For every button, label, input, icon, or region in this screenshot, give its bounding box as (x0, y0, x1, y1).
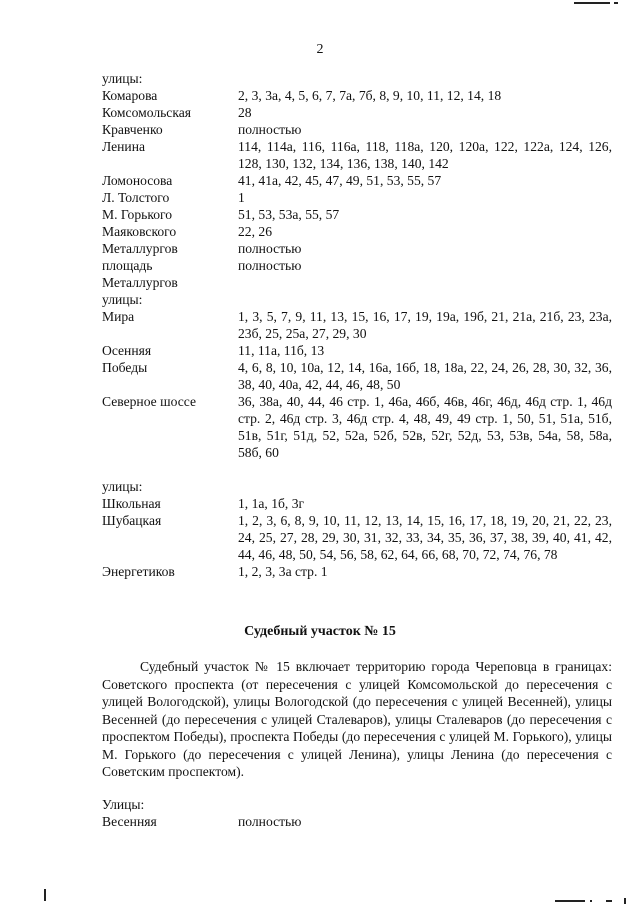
street-row (102, 189, 612, 206)
street-row (102, 359, 612, 393)
street-row (102, 138, 612, 172)
heading-label: улицы: (102, 479, 143, 494)
scan-mark (44, 889, 46, 901)
street-row (102, 342, 612, 359)
house-numbers: 28 (238, 105, 252, 120)
scan-mark (606, 900, 612, 902)
street-row (102, 172, 612, 189)
street-name: Комсомольская (102, 105, 192, 120)
street-list (102, 813, 612, 830)
list-heading: Улицы: (102, 797, 145, 812)
street-row (102, 495, 612, 512)
scan-mark (555, 900, 585, 902)
street-name: Школьная (102, 496, 161, 511)
street-name: Северное шоссе (102, 394, 196, 409)
street-name: Энергетиков (102, 564, 175, 579)
scan-mark (624, 898, 626, 904)
street-row (102, 206, 612, 223)
page-number: 2 (316, 42, 324, 57)
street-name: Л. Толстого (102, 190, 170, 205)
street-list (102, 70, 612, 580)
heading-label: улицы: (102, 71, 143, 86)
street-name: Весенняя (102, 814, 157, 829)
street-name: Шубацкая (102, 513, 162, 528)
house-numbers: 1, 1а, 1б, 3г (238, 496, 305, 511)
square-row (102, 274, 612, 291)
street-name: Металлургов (102, 241, 178, 256)
house-numbers: полностью (238, 814, 302, 829)
street-name: Ломоносова (102, 173, 173, 188)
house-numbers: 41, 41а, 42, 45, 47, 49, 51, 53, 55, 57 (238, 173, 442, 188)
spacer (102, 461, 612, 478)
scan-mark (614, 2, 618, 4)
street-row (102, 104, 612, 121)
street-row (102, 512, 612, 563)
street-row (102, 87, 612, 104)
street-row (102, 393, 612, 461)
scan-mark (590, 900, 592, 902)
house-numbers: полностью (238, 241, 302, 256)
street-row (102, 240, 612, 257)
house-numbers: 1 (238, 190, 245, 205)
street-name: Маяковского (102, 224, 177, 239)
street-row (102, 223, 612, 240)
house-numbers: полностью (238, 258, 302, 273)
heading-label: улицы: (102, 292, 143, 307)
house-numbers: 2, 3, 3а, 4, 5, 6, 7, 7а, 7б, 8, 9, 10, 11, 12, 14, 18 (238, 88, 502, 103)
house-numbers: 51, 53, 53а, 55, 57 (238, 207, 340, 222)
house-numbers: 11, 11а, 11б, 13 (238, 343, 325, 358)
list-heading (102, 291, 612, 308)
section-title: Судебный участок № 15 (244, 624, 396, 639)
square-name: Металлургов (102, 275, 178, 290)
street-row (102, 563, 612, 580)
house-numbers: 22, 26 (238, 224, 272, 239)
street-name: Комарова (102, 88, 158, 103)
list-heading (102, 70, 612, 87)
house-numbers: 4, 6, 8, 10, 10а, 12, 14, 16а, 16б, 18, 18а, 22, 24, 26, 28, 30, 32, 36, 38, 40, 40а, 42, 44, 46, 48, 50 (238, 360, 612, 392)
street-row (102, 121, 612, 138)
list-heading (102, 478, 612, 495)
house-numbers: полностью (238, 122, 302, 137)
street-name: Осенняя (102, 343, 152, 358)
house-numbers: 1, 2, 3, 6, 8, 9, 10, 11, 12, 13, 14, 15, 16, 17, 18, 19, 20, 21, 22, 23, 24, 25, 27, 28, 29, 30, 31, 32, 33, 34, 35, 36, 37, 38, 39, 40, 41, 42, 44, 46, 48, 50, 54, 56, 58, 62, 64, 66, 68, 70, 72, 74, 76, 78 (238, 513, 612, 562)
house-numbers: 1, 3, 5, 7, 9, 11, 13, 15, 16, 17, 19, 19а, 19б, 21, 21а, 21б, 23, 23а, 23б, 25, 25а, 27, 29, 30 (238, 309, 612, 341)
square-row (102, 257, 612, 274)
street-row (102, 813, 612, 830)
house-numbers: 1, 2, 3, 3а стр. 1 (238, 564, 328, 579)
square-label: площадь (102, 258, 153, 273)
section-description: Судебный участок № 15 включает территорию города Череповца в границах: Советского проспекта (от пересечения с улицей Комсомольской до пересечения с улицей Вологодской), улицы Вологодской (до пересечения с улицей Весенней), улицы Весенней (до пересечения с улицей Сталеваров), улицы Сталеваров (до пересечения с проспектом Победы), проспекта Победы (до пересечения с улицей М. Горького), улицы М. Горького (до пересечения с улицей Ленина), улицы Ленина (до пересечения с Советским проспектом). (102, 659, 612, 779)
street-name: М. Горького (102, 207, 173, 222)
house-numbers: 114, 114а, 116, 116а, 118, 118а, 120, 120а, 122, 122а, 124, 126, 128, 130, 132, 134, 136, 138, 140, 142 (238, 139, 612, 171)
street-row (102, 308, 612, 342)
street-name: Кравченко (102, 122, 163, 137)
scan-mark (574, 2, 610, 4)
street-name: Победы (102, 360, 148, 375)
street-name: Ленина (102, 139, 146, 154)
street-name: Мира (102, 309, 135, 324)
house-numbers: 36, 38а, 40, 44, 46 стр. 1, 46а, 46б, 46в, 46г, 46д, 46д стр. 1, 46д стр. 2, 46д стр. 3, 46д стр. 4, 48, 49, 49 стр. 1, 50, 51, 51а, 51б, 51в, 51г, 51д, 52, 52а, 52б, 52в, 52г, 52д, 53, 53в, 54а, 58, 58а, 58б, 60 (238, 394, 612, 460)
